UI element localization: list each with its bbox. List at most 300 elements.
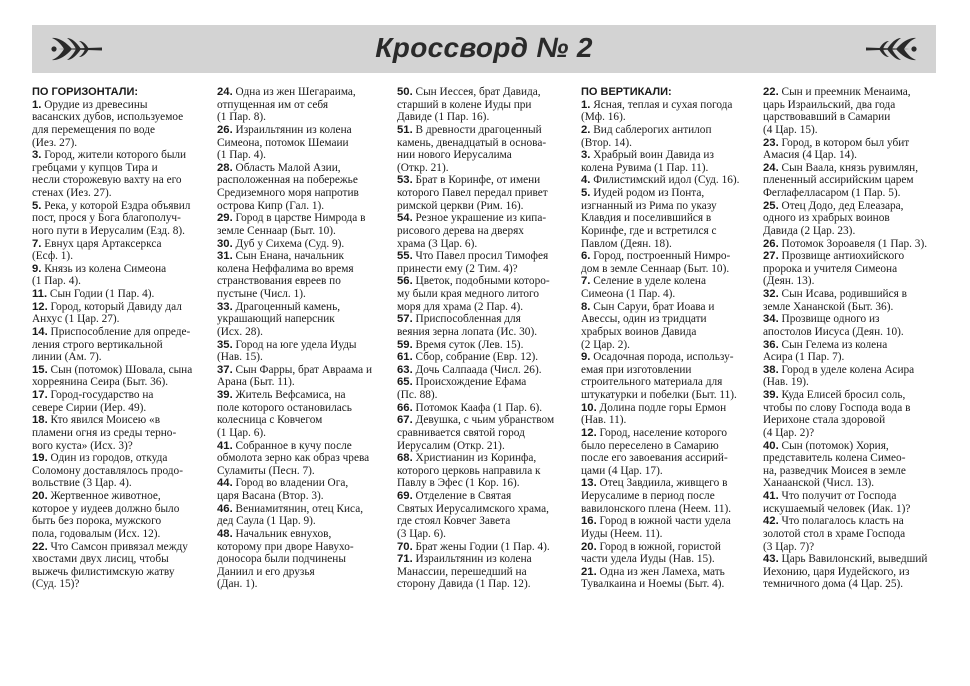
- clue-line: [32, 149, 210, 162]
- clue-line: [397, 212, 575, 225]
- clue-text: принести ему (2 Тим. 4)?: [397, 262, 518, 275]
- clue-line: [217, 149, 395, 162]
- clue-text: вого куста» (Исх. 3)?: [32, 439, 133, 452]
- clue-text: царь Израильский, два года: [763, 98, 896, 111]
- clue-text: Коринфе, где и встретился с: [581, 224, 717, 237]
- clue-text: (Есф. 1).: [32, 250, 74, 263]
- clue-text: быть без порока, мужского: [32, 515, 162, 528]
- clue-text: Иерусалим (Откр. 21).: [397, 439, 505, 452]
- clue-text: искушаемый человек (Иак. 1)?: [763, 502, 911, 515]
- clue-line: [763, 528, 941, 541]
- clue-line: [397, 566, 575, 579]
- clue-text: пост, прося у Бога благополуч-: [32, 212, 181, 225]
- clue-number: 9.: [32, 262, 42, 275]
- clue-text: которого Павел передал привет: [397, 187, 548, 199]
- section-heading: ПО ВЕРТИКАЛИ:: [581, 86, 672, 98]
- clue-number: 55.: [397, 250, 413, 263]
- clue-text: (Откр. 21).: [397, 161, 449, 174]
- clue-line: [397, 288, 575, 301]
- clue-line: [581, 351, 759, 364]
- clue-line: [217, 376, 395, 389]
- clue-text: старший в колене Иуды при: [397, 98, 532, 111]
- clue-text: представитель колена Симео-: [763, 452, 906, 465]
- clue-text: чтобы по слову Господа вода в: [763, 401, 911, 414]
- clue-text: Евнух царя Артаксеркса: [41, 237, 162, 250]
- clue-number: 22.: [32, 540, 48, 553]
- clue-text: Приспособление для опреде-: [47, 325, 191, 338]
- clue-line: [32, 339, 210, 352]
- clue-text: цами (4 Цар. 17).: [581, 464, 663, 477]
- clue-line: [32, 465, 210, 478]
- clue-text: Сын (потомок) Хория,: [778, 439, 889, 452]
- clue-line: [763, 250, 941, 263]
- clue-number: 36.: [763, 338, 779, 351]
- clue-text: нии нового Иерусалима: [397, 149, 512, 162]
- clue-column-1: [32, 86, 210, 591]
- clue-line: [397, 477, 575, 490]
- clue-line: [32, 515, 210, 528]
- clue-text: Израильтянин из колена: [412, 553, 532, 566]
- clue-line: [763, 427, 941, 440]
- clue-text: Житель Вефсамиса, на: [232, 389, 346, 401]
- clue-line: [581, 566, 759, 579]
- clue-text: Отец Завдиила, живщего в: [596, 477, 728, 490]
- clue-text: Драгоценный камень,: [232, 300, 341, 313]
- clue-text: украшающий наперсник: [217, 313, 335, 326]
- clue-line: [217, 414, 395, 427]
- clue-text: моря для храма (2 Пар. 4).: [397, 300, 524, 313]
- clue-number: 39.: [217, 389, 233, 401]
- clue-number: 5.: [581, 187, 591, 199]
- clue-text: линии (Ам. 7).: [32, 351, 102, 364]
- clue-number: 24.: [217, 86, 233, 98]
- clue-text: хвостами двух лисиц, чтобы: [32, 553, 169, 566]
- clue-line: [32, 301, 210, 314]
- clue-text: царствовавший в Самарии: [763, 111, 891, 124]
- clue-text: вольствие (3 Цар. 4).: [32, 477, 132, 490]
- clue-text: (Дан. 1).: [217, 578, 258, 591]
- clue-line: [581, 376, 759, 389]
- clue-line: [397, 452, 575, 465]
- clue-text: гребцами у купцов Тира и: [32, 161, 158, 174]
- clue-line: [763, 376, 941, 389]
- clue-text: Христианин из Коринфа,: [412, 452, 537, 465]
- clue-text: земле Хананской (Быт. 36).: [763, 300, 894, 313]
- clue-text: Город, население которого: [596, 426, 728, 439]
- clue-number: 67.: [397, 414, 413, 427]
- clue-number: 7.: [32, 237, 42, 250]
- clue-text: Что Павел просил Тимофея: [412, 250, 549, 263]
- clue-line: [581, 149, 759, 162]
- clue-line: [397, 86, 575, 99]
- clue-text: Иерусалиме в период после: [581, 490, 715, 502]
- clue-line: [763, 86, 941, 99]
- clue-text: Сын Енана, начальник: [232, 250, 344, 263]
- clue-line: [581, 578, 759, 591]
- clue-text: (2 Цар. 2).: [581, 338, 630, 351]
- clue-line: [32, 566, 210, 579]
- clue-text: рисового дерева на дверях: [397, 224, 524, 237]
- clue-line: [763, 301, 941, 314]
- clue-text: Иерихоне стала здоровой: [763, 414, 886, 427]
- clue-line: [581, 238, 759, 251]
- clue-text: дед Саула (1 Цар. 9).: [217, 515, 316, 528]
- clue-number: 8.: [581, 300, 591, 313]
- clue-line: [32, 162, 210, 175]
- clue-line: [397, 99, 575, 112]
- clue-text: Анхус (1 Цар. 27).: [32, 313, 120, 326]
- clue-line: [32, 99, 210, 112]
- clue-line: [32, 313, 210, 326]
- clue-number: 41.: [763, 490, 779, 502]
- clue-line: [581, 288, 759, 301]
- clue-line: [217, 566, 395, 579]
- clue-line: [217, 351, 395, 364]
- clue-text: Один из городов, откуда: [47, 452, 168, 465]
- clue-number: 1.: [581, 98, 591, 111]
- clue-line: [397, 162, 575, 175]
- clue-number: 69.: [397, 490, 413, 502]
- clue-number: 56.: [397, 275, 413, 288]
- clue-text: колесница с Ковчегом: [217, 414, 323, 427]
- clue-number: 20.: [581, 540, 597, 553]
- clue-text: камень, двенадцатый в основа-: [397, 136, 547, 149]
- clue-text: пророка и учителя Симеона: [763, 262, 898, 275]
- clue-line: [581, 111, 759, 124]
- clue-line: [581, 250, 759, 263]
- clue-text: Даниил и его друзья: [217, 565, 315, 578]
- clue-text: Что полагалось класть на: [778, 515, 904, 528]
- clue-text: Симеона (1 Пар. 4).: [581, 288, 676, 300]
- clue-number: 70.: [397, 540, 413, 553]
- clue-text: колена Рувима (1 Пар. 11).: [581, 161, 709, 174]
- clue-text: после его завоевания ассирий-: [581, 452, 728, 465]
- clue-text: хорреянина Сеира (Быт. 36).: [32, 376, 169, 389]
- clue-line: [397, 326, 575, 339]
- clue-text: Брат в Коринфе, от имени: [412, 174, 541, 187]
- clue-text: (1 Пар. 8).: [217, 111, 266, 124]
- clue-text: Князь из колена Симеона: [41, 262, 167, 275]
- clue-line: [763, 238, 941, 251]
- clue-line: [763, 440, 941, 453]
- clue-line: [763, 465, 941, 478]
- clue-line: [763, 99, 941, 112]
- clue-text: Сын Саруи, брат Иоава и: [590, 300, 715, 313]
- clue-line: [397, 541, 575, 554]
- clue-text: Время суток (Лев. 15).: [412, 338, 524, 351]
- clue-line: [217, 275, 395, 288]
- clue-line: [32, 124, 210, 137]
- clue-text: вавилонского плена (Неем. 11).: [581, 502, 732, 515]
- clue-text: Собранное в кучу после: [232, 439, 352, 452]
- clue-number: 39.: [763, 389, 779, 401]
- clue-number: 61.: [397, 351, 413, 364]
- clue-text: несли сторожевую вахту на его: [32, 174, 182, 187]
- clue-number: 22.: [763, 86, 779, 98]
- clue-line: [581, 313, 759, 326]
- clue-number: 35.: [217, 338, 233, 351]
- clue-line: [217, 465, 395, 478]
- clue-line: [217, 339, 395, 352]
- clue-number: 46.: [217, 502, 233, 515]
- clue-line: [397, 414, 575, 427]
- clue-line: [217, 301, 395, 314]
- clue-line: [397, 111, 575, 124]
- clue-text: стенах (Иез. 27).: [32, 187, 112, 199]
- clue-text: храбрых воинов Давида: [581, 325, 697, 338]
- clue-number: 59.: [397, 338, 413, 351]
- clue-text: Ясная, теплая и сухая погода: [590, 98, 733, 111]
- clue-line: [397, 376, 575, 389]
- clue-text: емая при изготовлении: [581, 363, 692, 376]
- clue-number: 19.: [32, 452, 48, 465]
- clue-text: (4 Цар. 15).: [763, 123, 818, 136]
- clue-text: Храбрый воин Давида из: [590, 149, 714, 162]
- clue-line: [217, 124, 395, 137]
- clue-text: (Нав. 11).: [581, 414, 627, 427]
- clue-text: Тувалкаина и Ноемы (Быт. 4).: [581, 578, 725, 591]
- clue-line: [217, 250, 395, 263]
- clue-text: Средиземного моря напротив: [217, 187, 359, 199]
- clue-text: (Деян. 13).: [763, 275, 815, 288]
- clue-text: Феглафелласаром (1 Пар. 5).: [763, 187, 901, 199]
- clue-number: 18.: [32, 414, 48, 427]
- clue-number: 41.: [217, 439, 233, 452]
- clue-text: пустыне (Числ. 1).: [217, 288, 306, 300]
- clue-number: 12.: [581, 426, 597, 439]
- clue-line: [581, 465, 759, 478]
- clue-line: [581, 528, 759, 541]
- clue-line: [32, 477, 210, 490]
- clue-text: строительного материала для: [581, 376, 723, 389]
- clue-text: (1 Пар. 4).: [217, 149, 266, 162]
- clue-line: [32, 174, 210, 187]
- clue-text: севере Сирии (Иер. 49).: [32, 401, 147, 414]
- clue-text: Происхождение Ефама: [412, 376, 527, 389]
- clue-line: [397, 174, 575, 187]
- clue-text: штукатурки и побелки (Быт. 11).: [581, 389, 737, 401]
- clue-line: [763, 326, 941, 339]
- clue-number: 6.: [581, 250, 591, 263]
- clue-text: Иуды (Неем. 11).: [581, 527, 663, 540]
- clue-line: [217, 490, 395, 503]
- clue-line: [32, 137, 210, 150]
- clue-text: Сбор, собрание (Евр. 12).: [412, 351, 539, 364]
- clue-line: [32, 414, 210, 427]
- clue-text: Израильтянин из колена: [232, 123, 352, 136]
- clue-number: 2.: [581, 123, 591, 136]
- clue-line: [397, 149, 575, 162]
- clue-text: (3 Цар. 6).: [397, 527, 446, 540]
- clue-number: 5.: [32, 199, 42, 212]
- clue-text: Иехонию, царя Иудейского, из: [763, 565, 910, 578]
- clue-text: Селение в уделе колена: [590, 275, 706, 288]
- clue-text: Город, жители которого были: [41, 149, 187, 162]
- clue-text: Прозвище одного из: [778, 313, 880, 326]
- clue-text: Филистимский идол (Суд. 16).: [590, 174, 740, 187]
- clue-text: храма (3 Цар. 6).: [397, 237, 478, 250]
- clue-line: [32, 275, 210, 288]
- clue-line: [763, 364, 941, 377]
- clue-line: [32, 250, 210, 263]
- clue-line: [32, 452, 210, 465]
- clue-text: (Суд. 15)?: [32, 578, 80, 591]
- clue-line: [581, 541, 759, 554]
- clue-line: [32, 288, 210, 301]
- clue-text: Иудей родом из Понта,: [590, 187, 705, 199]
- clue-line: [32, 440, 210, 453]
- clue-text: Сын Годии (1 Пар. 4).: [47, 288, 155, 300]
- clue-text: Отец Додо, дед Елеазара,: [778, 199, 904, 212]
- clue-line: [763, 200, 941, 213]
- clue-line: [32, 528, 210, 541]
- clue-line: [763, 503, 941, 516]
- clue-line: [32, 376, 210, 389]
- clue-number: 71.: [397, 553, 413, 566]
- clue-line: [397, 250, 575, 263]
- clue-number: 3.: [581, 149, 591, 162]
- clue-text: Город в царстве Нимрода в: [232, 212, 366, 225]
- clue-text: сравнивается святой город: [397, 426, 525, 439]
- clue-number: 31.: [217, 250, 233, 263]
- clue-line: [397, 225, 575, 238]
- clue-line: [217, 137, 395, 150]
- clue-number: 1.: [32, 98, 42, 111]
- clue-line: [217, 427, 395, 440]
- clue-text: отпущенная им от себя: [217, 98, 329, 111]
- clue-line: [217, 225, 395, 238]
- clue-text: Орудие из древесины: [41, 98, 148, 111]
- clue-text: Отделение в Святая: [412, 490, 512, 502]
- clue-text: Симеона, потомок Шемаии: [217, 136, 349, 149]
- clue-text: (1 Пар. 4).: [32, 275, 81, 288]
- clue-number: 28.: [217, 161, 233, 174]
- clue-line: [763, 541, 941, 554]
- clue-column-2: [217, 86, 395, 591]
- clue-line: [581, 263, 759, 276]
- clue-text: Цветок, подобными которо-: [412, 275, 550, 288]
- clue-text: Город в уделе колена Асира: [778, 363, 915, 376]
- clue-text: Святых Иерусалимского храма,: [397, 502, 549, 515]
- clue-text: Ханаанской (Числ. 13).: [763, 477, 875, 490]
- clue-number: 44.: [217, 477, 233, 490]
- clue-line: [397, 263, 575, 276]
- clue-text: Царь Вавилонский, выведший: [778, 553, 928, 566]
- clue-number: 37.: [217, 363, 233, 376]
- clue-line: [763, 162, 941, 175]
- clue-line: [32, 225, 210, 238]
- clue-line: [763, 212, 941, 225]
- clue-line: [763, 149, 941, 162]
- clue-text: ления строго вертикальной: [32, 338, 163, 351]
- clue-number: 42.: [763, 515, 779, 528]
- clue-text: сторону Давида (1 Пар. 12).: [397, 578, 531, 591]
- clue-line: [397, 339, 575, 352]
- clue-line: [581, 99, 759, 112]
- clue-text: земле Сеннаар (Быт. 10).: [217, 224, 336, 237]
- clue-line: [397, 440, 575, 453]
- clue-text: Жертвенное животное,: [47, 490, 161, 502]
- clue-number: 51.: [397, 123, 413, 136]
- clue-text: Город-государство на: [47, 389, 154, 401]
- clue-text: дом в земле Сеннаар (Быт. 10).: [581, 262, 730, 275]
- clue-line: [32, 503, 210, 516]
- clue-text: Павлом (Деян. 18).: [581, 237, 672, 250]
- clue-line: [32, 490, 210, 503]
- clue-number: 40.: [763, 439, 779, 452]
- clue-text: колена Неффалима во время: [217, 262, 354, 275]
- clue-line: [581, 389, 759, 402]
- clue-column-3: [397, 86, 575, 591]
- clue-line: [763, 187, 941, 200]
- clue-text: (Мф. 16).: [581, 111, 626, 124]
- clue-number: 20.: [32, 490, 48, 502]
- clue-line: [217, 528, 395, 541]
- clue-line: [217, 402, 395, 415]
- clue-line: [32, 541, 210, 554]
- clue-text: Что получит от Господа: [778, 490, 897, 502]
- clue-text: Потомок Зороавеля (1 Пар. 3).: [778, 237, 928, 250]
- clue-columns: [32, 86, 942, 682]
- clue-text: (4 Цар. 2)?: [763, 426, 815, 439]
- clue-text: Манассии, перешедший на: [397, 565, 527, 578]
- clue-line: [763, 174, 941, 187]
- clue-line: [581, 339, 759, 352]
- clue-text: апостолов Иисуса (Деян. 10).: [763, 325, 904, 338]
- clue-line: [217, 174, 395, 187]
- clue-line: [581, 553, 759, 566]
- clue-text: Дочь Салпаада (Числ. 26).: [412, 363, 542, 376]
- clue-number: 54.: [397, 212, 413, 225]
- section-heading: ПО ГОРИЗОНТАЛИ:: [32, 86, 139, 98]
- clue-line: [763, 339, 941, 352]
- clue-line: [763, 414, 941, 427]
- clue-line: [581, 187, 759, 200]
- clue-text: Давиде (1 Пар. 16).: [397, 111, 490, 124]
- clue-text: Резное украшение из кипа-: [412, 212, 547, 225]
- clue-text: Авессы, один из тридцати: [581, 313, 707, 326]
- clue-text: (Иез. 27).: [32, 136, 78, 149]
- clue-text: было переселено в Самарию: [581, 439, 719, 452]
- clue-number: 68.: [397, 452, 413, 465]
- clue-line: [32, 212, 210, 225]
- clue-text: Город, построенный Нимро-: [590, 250, 731, 263]
- clue-line: [397, 528, 575, 541]
- clue-number: 48.: [217, 527, 233, 540]
- clue-line: [217, 326, 395, 339]
- clue-line: [763, 313, 941, 326]
- clue-line: [763, 275, 941, 288]
- clue-text: веяния зерна лопата (Ис. 30).: [397, 325, 538, 338]
- clue-text: Давида (2 Цар. 23).: [763, 224, 856, 237]
- clue-line: [217, 553, 395, 566]
- clue-line: [217, 99, 395, 112]
- clue-number: 26.: [217, 123, 233, 136]
- clue-text: изгнанный из Рима по указу: [581, 199, 717, 212]
- clue-line: [581, 326, 759, 339]
- clue-number: 23.: [763, 136, 779, 149]
- clue-line: [217, 364, 395, 377]
- clue-line: [581, 124, 759, 137]
- clue-text: царя Васана (Втор. 3).: [217, 490, 324, 502]
- clue-line: [581, 200, 759, 213]
- clue-line: [763, 351, 941, 364]
- clue-text: Кто явился Моисею «в: [47, 414, 161, 427]
- clue-line: [581, 162, 759, 175]
- fleuron-right-icon: [862, 32, 920, 66]
- clue-line: [32, 111, 210, 124]
- clue-text: Сын (потомок) Шовала, сына: [47, 363, 193, 376]
